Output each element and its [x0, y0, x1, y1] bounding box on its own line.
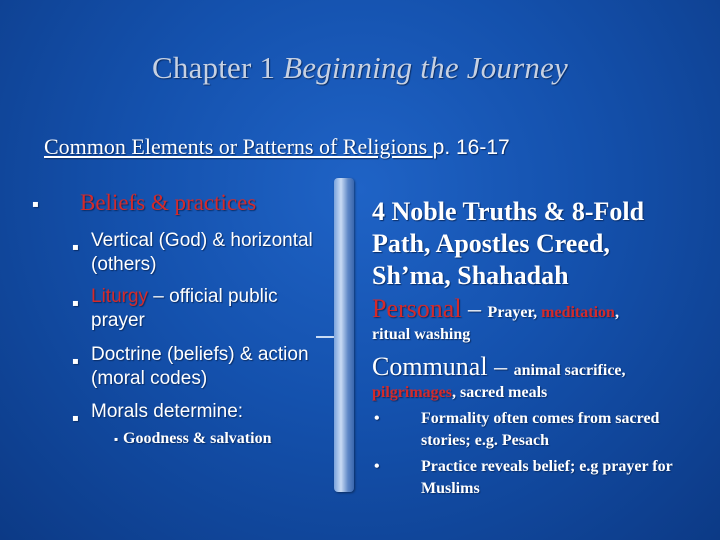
communal-line	[372, 352, 626, 382]
personal-text: Prayer,	[487, 304, 542, 321]
left-item-text: – official public prayer	[91, 286, 278, 331]
slide-title	[0, 50, 720, 86]
personal-line-2: ritual washing	[372, 326, 471, 343]
left-item-text: Doctrine (beliefs) & action (moral codes)	[91, 344, 309, 389]
left-item-3	[72, 343, 334, 391]
scroll-connector	[316, 336, 336, 338]
square-bullet-icon: ▪	[72, 356, 79, 367]
title-italic: Beginning the Journey	[283, 50, 568, 85]
left-heading-text: Beliefs & practices	[80, 190, 257, 215]
left-item-text: Morals determine:	[91, 401, 244, 422]
liturgy-term: Liturgy	[91, 286, 149, 307]
meditation-term: meditation	[541, 304, 615, 321]
pilgrimages-term: pilgrimages	[372, 384, 452, 401]
square-bullet-icon: ▪	[32, 199, 39, 210]
title-main: Chapter 1	[152, 50, 284, 85]
communal-dash: –	[487, 352, 514, 381]
left-sub-item-text: Goodness & salvation	[123, 430, 272, 447]
right-heading: 4 Noble Truths & 8-Fold Path, Apostles Creed, Sh’ma, Shahadah	[372, 197, 645, 290]
right-bullet-text: Formality often comes from sacred stories; e.g. Pesach	[421, 410, 660, 449]
communal-label: Communal	[372, 352, 488, 381]
square-bullet-icon: ▪	[114, 436, 119, 443]
bullet-dot-icon: •	[374, 410, 380, 427]
bullet-dot-icon: •	[374, 458, 380, 475]
subtitle-page: p. 16-17	[432, 136, 510, 159]
personal-label: Personal	[372, 294, 462, 323]
personal-dash: –	[461, 294, 488, 323]
left-item-text: Vertical (God) & horizontal (others)	[91, 230, 313, 275]
right-bullet-text: Practice reveals belief; e.g prayer for Muslims	[421, 458, 673, 497]
square-bullet-icon: ▪	[72, 413, 79, 424]
slide-subtitle	[44, 134, 510, 160]
personal-line	[372, 294, 619, 324]
scroll-divider	[334, 178, 354, 492]
square-bullet-icon: ▪	[72, 298, 79, 309]
personal-comma: ,	[614, 304, 619, 321]
left-item-2	[72, 285, 334, 333]
subtitle-text: Common Elements or Patterns of Religions	[44, 134, 433, 159]
communal-text: animal sacrifice,	[513, 362, 626, 379]
left-item-1	[72, 229, 334, 277]
communal-line-2	[372, 384, 547, 402]
square-bullet-icon: ▪	[72, 242, 79, 253]
left-item-4	[72, 400, 334, 424]
communal-text-2: , sacred meals	[452, 384, 548, 401]
